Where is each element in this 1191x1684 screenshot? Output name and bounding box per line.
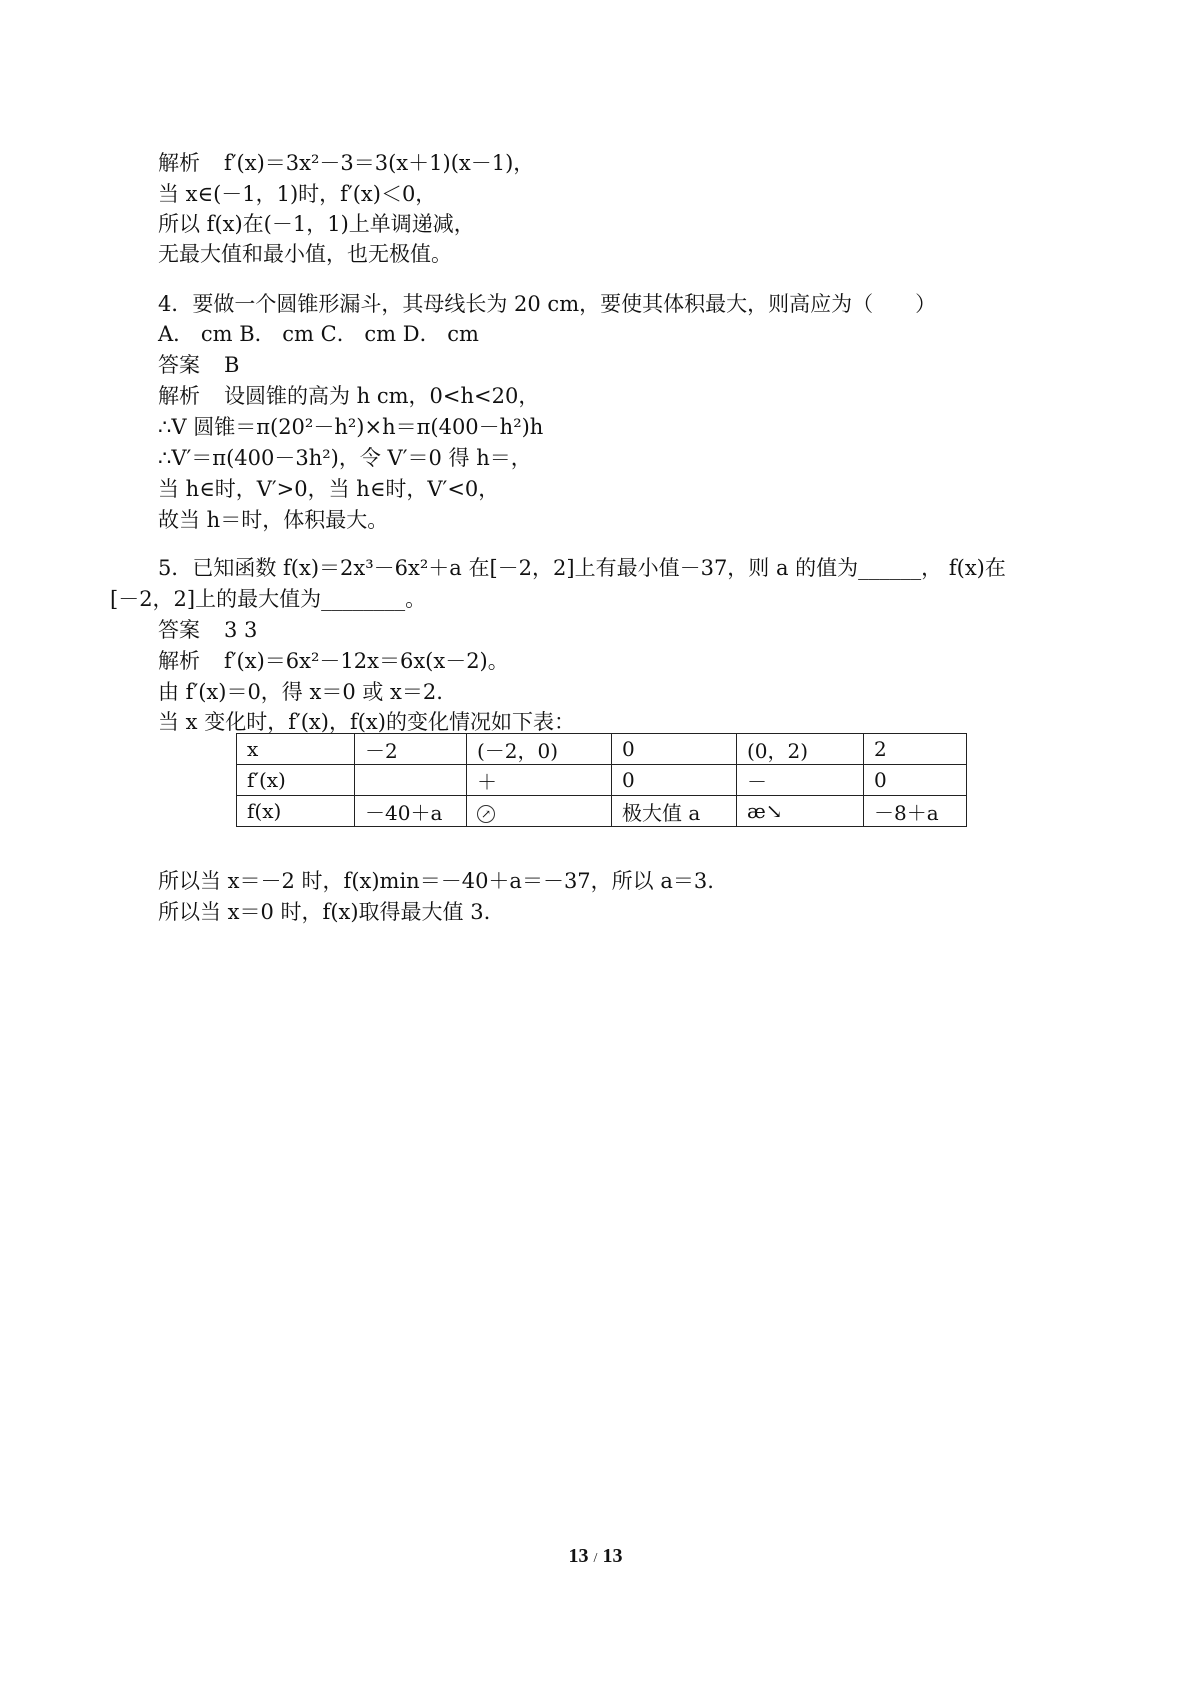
line-label: 解析 xyxy=(158,384,200,408)
question-5 xyxy=(158,555,1006,581)
table-cell: (0，2) xyxy=(737,734,864,765)
page-number xyxy=(0,1545,1191,1568)
line-text: f′(x)＝6x²－12x＝6x(x－2)。 xyxy=(224,649,509,673)
line-10 xyxy=(158,445,532,471)
line-text: B xyxy=(224,353,240,377)
table-cell: f(x) xyxy=(237,796,355,827)
table-cell: 0 xyxy=(612,765,737,796)
table-cell xyxy=(355,765,467,796)
table-cell: －2 xyxy=(355,734,467,765)
line-18 xyxy=(158,709,575,735)
line-text: 3 3 xyxy=(224,618,258,642)
line-text: ∴V′＝π(400－3h²)，令 V′＝0 得 h＝， xyxy=(158,446,532,470)
conclusion-2 xyxy=(158,899,490,925)
total-pages: 13 xyxy=(602,1545,623,1567)
table-cell: f′(x) xyxy=(237,765,355,796)
increasing-arrow-icon: ↗ xyxy=(477,805,495,823)
line-text: 当 h∈时，V′>0，当 h∈时，V′<0， xyxy=(158,477,500,501)
line-text: 无最大值和最小值，也无极值。 xyxy=(158,242,452,266)
line-3 xyxy=(158,211,475,237)
table-row xyxy=(237,734,967,765)
line-12 xyxy=(158,507,388,533)
question-5-cont xyxy=(110,586,426,612)
line-2 xyxy=(158,181,436,207)
variation-table xyxy=(236,733,967,827)
line-1 xyxy=(158,150,534,176)
line-text: 5．已知函数 f(x)＝2x³－6x²＋a 在[－2，2]上有最小值－37，则 a 的值为______， f(x)在 xyxy=(158,556,1006,580)
line-11 xyxy=(158,476,499,502)
line-text: 所以当 x＝0 时，f(x)取得最大值 3. xyxy=(158,900,491,924)
line-text: 设圆锥的高为 h cm，0<h<20， xyxy=(224,384,540,408)
table-cell: －8＋a xyxy=(864,796,967,827)
question-4-options xyxy=(158,321,479,347)
table-cell: 2 xyxy=(864,734,967,765)
question-4 xyxy=(158,291,936,317)
answer-4 xyxy=(158,352,239,378)
line-label: 解析 xyxy=(158,151,200,175)
line-text: 故当 h＝时，体积最大。 xyxy=(158,508,389,532)
line-text: ∴V 圆锥＝π(20²－h²)×h＝π(400－h²)h xyxy=(158,415,544,439)
table-cell: 0 xyxy=(612,734,737,765)
analysis-4 xyxy=(158,383,539,409)
line-9 xyxy=(158,414,543,440)
answer-5 xyxy=(158,617,257,643)
table-cell: ＋ xyxy=(467,765,612,796)
table-cell: (－2，0) xyxy=(467,734,612,765)
line-text: [－2，2]上的最大值为________。 xyxy=(110,587,427,611)
table-row xyxy=(237,796,967,827)
current-page: 13 xyxy=(568,1545,589,1567)
line-text: 当 x∈(－1，1)时，f′(x)＜0， xyxy=(158,182,437,206)
table-cell: －40＋a xyxy=(355,796,467,827)
line-text: 4．要做一个圆锥形漏斗，其母线长为 20 cm，要使其体积最大，则高应为（ ） xyxy=(158,292,937,316)
line-label: 答案 xyxy=(158,353,200,377)
line-label: 解析 xyxy=(158,649,200,673)
line-text: 当 x 变化时，f′(x)，f(x)的变化情况如下表： xyxy=(158,710,575,734)
table-cell: 0 xyxy=(864,765,967,796)
analysis-5 xyxy=(158,648,509,674)
conclusion-1 xyxy=(158,868,714,894)
line-text: 所以 f(x)在(－1，1)上单调递减， xyxy=(158,212,475,236)
table-cell: 极大值 a xyxy=(612,796,737,827)
table-row xyxy=(237,765,967,796)
page-separator: / xyxy=(593,1551,598,1566)
line-text: f′(x)＝3x²－3＝3(x＋1)(x－1)， xyxy=(224,151,535,175)
table-cell: － xyxy=(737,765,864,796)
line-4 xyxy=(158,241,452,267)
line-17 xyxy=(158,679,443,705)
line-text: 所以当 x＝－2 时，f(x)min＝－40＋a＝－37，所以 a＝3. xyxy=(158,869,714,893)
line-text: 由 f′(x)＝0，得 x＝0 或 x＝2. xyxy=(158,680,443,704)
line-label: 答案 xyxy=(158,618,200,642)
table-cell xyxy=(467,796,612,827)
table-cell: æ↘ xyxy=(737,796,864,827)
line-text: A． cm B． cm C． cm D． cm xyxy=(158,322,479,346)
table-cell: x xyxy=(237,734,355,765)
